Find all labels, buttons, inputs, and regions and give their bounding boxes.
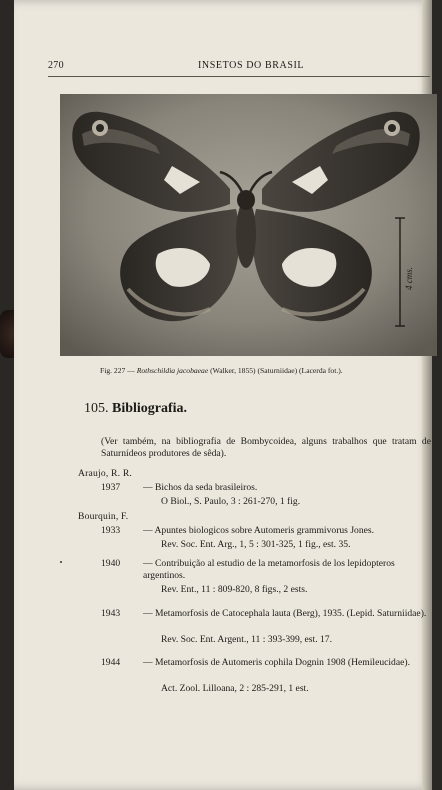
- entry-year: 1940: [101, 558, 121, 569]
- entry-year: 1937: [101, 482, 121, 493]
- caption-species: Rothschildia jacobaeae: [136, 366, 209, 375]
- entry-source: Rev. Soc. Ent. Argent., 11 : 393-399, est. 17.: [161, 634, 332, 645]
- entry-title: — Apuntes biologicos sobre Automeris grammivorus Jones.: [143, 525, 375, 536]
- bib-entry: [101, 558, 431, 581]
- section-number: 105.: [84, 401, 109, 416]
- entry-title: — Metamorfosis de Automeris cophila Dognin 1908 (Hemileucidae).: [143, 657, 410, 668]
- moth-body: [236, 200, 256, 268]
- entry-year: 1943: [101, 608, 121, 619]
- scale-label: 4 cms.: [404, 267, 414, 290]
- intro-paragraph: (Ver também, na bibliografia de Bombycoidea, alguns trabalhos que tratam de Saturnídeos produtores de sêda).: [101, 436, 431, 459]
- bib-entry: [101, 482, 431, 494]
- print-speck: [60, 561, 62, 563]
- header-rule: [48, 76, 430, 77]
- entry-source: Rev. Soc. Ent. Arg., 1, 5 : 301-325, 1 fig., est. 35.: [161, 539, 351, 550]
- entry-source: Act. Zool. Lilloana, 2 : 285-291, 1 est.: [161, 683, 309, 694]
- entry-year: 1933: [101, 525, 121, 536]
- section-heading: [84, 401, 187, 417]
- section-title: Bibliografia.: [112, 401, 188, 416]
- entry-source: Rev. Ent., 11 : 809-820, 8 figs., 2 ests.: [161, 584, 308, 595]
- running-title: INSETOS DO BRASIL: [198, 60, 305, 71]
- entry-year: 1944: [101, 657, 121, 668]
- entry-title: — Contribuição al estudio de la metamorfosis de los lepidopteros argentinos.: [143, 558, 395, 581]
- moth-illustration: [60, 94, 437, 356]
- running-header: [48, 60, 408, 76]
- bib-entry: [101, 608, 431, 620]
- moth-photograph: [60, 94, 437, 356]
- entry-title: — Metamorfosis de Catocephala lauta (Berg), 1935. (Lepid. Saturniidae).: [143, 608, 427, 619]
- author-name: Araujo, R. R.: [78, 468, 133, 479]
- figure-caption: Fig. 227 — Rothschildia jacobaeae (Walker, 1855) (Saturniidae) (Lacerda fot.).: [100, 366, 343, 375]
- bib-entry: [101, 525, 431, 537]
- entry-source: O Biol., S. Paulo, 3 : 261-270, 1 fig.: [161, 496, 301, 507]
- page-number: 270: [48, 60, 64, 71]
- bib-entry: [101, 657, 431, 669]
- entry-title: — Bichos da seda brasileiros.: [143, 482, 258, 493]
- author-name: Bourquin, F.: [78, 511, 129, 522]
